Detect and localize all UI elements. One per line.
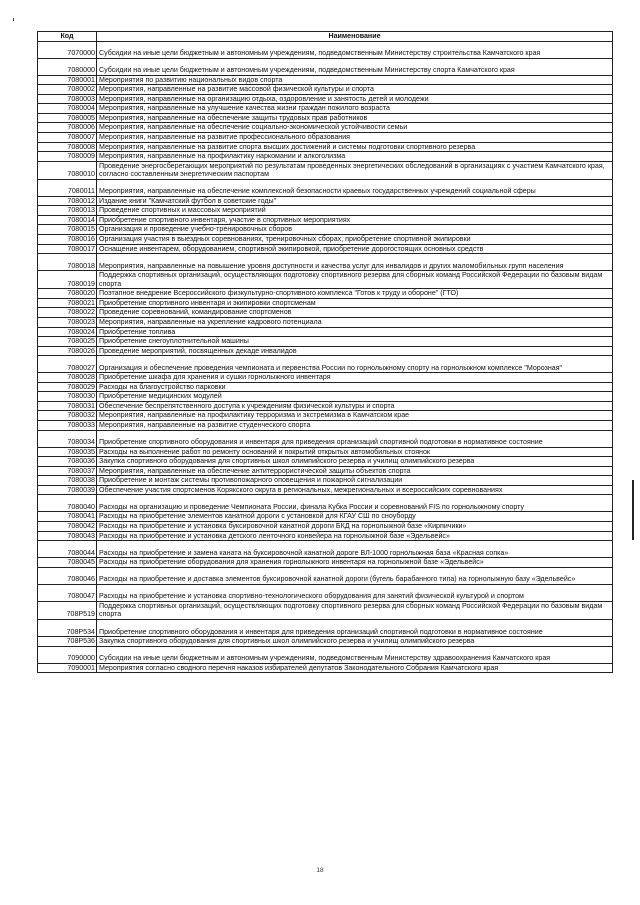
table-row	[38, 447, 613, 457]
row-code: 7080011	[38, 179, 97, 196]
table-row	[38, 466, 613, 476]
row-code: 7080026	[38, 346, 97, 356]
row-name: Обеспечение участия спортсменов Корякского округа в региональных, межрегиональных и всероссийских соревнованиях	[97, 485, 613, 495]
table-row	[38, 327, 613, 337]
table-row	[38, 113, 613, 123]
table-row	[38, 392, 613, 402]
row-code: 7080042	[38, 521, 97, 531]
table-row	[38, 558, 613, 568]
row-code: 7080016	[38, 235, 97, 245]
row-name: Приобретение спортивного оборудования и инвентаря для приведения организаций спортивной подготовки в нормативное состояние	[97, 430, 613, 447]
row-code: 7080027	[38, 356, 97, 373]
table-row	[38, 531, 613, 541]
row-name: Расходы на организацию и проведение Чемпионата России, финала Кубка России и соревнований FIS по горнолыжному спорту	[97, 495, 613, 512]
row-name: Расходы на приобретение и установка буксировочной канатной дороги БКД на горнолыжной базе «Кирпичики»	[97, 521, 613, 531]
row-code: 7080008	[38, 142, 97, 152]
row-name: Мероприятия, направленные на развитие студенческого спорта	[97, 420, 613, 430]
table-row	[38, 152, 613, 162]
code-table	[37, 31, 613, 673]
row-code: 7080034	[38, 430, 97, 447]
table-row	[38, 133, 613, 143]
row-code: 7080045	[38, 558, 97, 568]
row-code: 7080019	[38, 271, 97, 289]
row-code: 7080012	[38, 196, 97, 206]
row-code: 7080007	[38, 133, 97, 143]
row-code: 7080015	[38, 225, 97, 235]
table-row	[38, 541, 613, 558]
page-number: 18	[316, 867, 324, 874]
table-row	[38, 420, 613, 430]
scan-edge-mark	[632, 480, 634, 540]
row-name: Проведение энергосберегающих мероприятий по результатам проведенных энергетических обследований в организациях с участием Камчатского края, согласно составленным энергетическим паспортам	[97, 161, 613, 179]
table-row	[38, 225, 613, 235]
table-row	[38, 85, 613, 95]
table-row	[38, 512, 613, 522]
row-name: Мероприятия, направленные на улучшение качества жизни граждан пожилого возраста	[97, 104, 613, 114]
row-code: 7080041	[38, 512, 97, 522]
table-row	[38, 382, 613, 392]
row-name: Проведение соревнований, командирование спортсменов	[97, 308, 613, 318]
row-name: Поддержка спортивных организаций, осуществляющих подготовку спортивного резерва для сборных команд Российской Федерации по базовым видам спорта	[97, 601, 613, 619]
row-name: Организация и обеспечение проведения чемпионата и первенства России по горнолыжному спорту на горнолыжном комплексе "Морозная"	[97, 356, 613, 373]
row-name: Закупка спортивного оборудования для спортивных школ олимпийского резерва и училищ олимпийского резерва	[97, 457, 613, 467]
row-name: Мероприятия, направленные на обеспечение комплексной безопасности краевых государственных учреждений социальной сферы	[97, 179, 613, 196]
row-code: 7080010	[38, 161, 97, 179]
table-row	[38, 308, 613, 318]
table-row	[38, 161, 613, 179]
row-name: Мероприятия, направленные на обеспечение социально-экономической устойчивости семьи	[97, 123, 613, 133]
row-code: 7080022	[38, 308, 97, 318]
row-name: Поддержка спортивных организаций, осуществляющих подготовку спортивного резерва для сборных команд Российской Федерации по базовым видам спорта	[97, 271, 613, 289]
row-name: Мероприятия, направленные на организацию отдыха, оздоровление и занятость детей и молодежи	[97, 94, 613, 104]
table-row	[38, 254, 613, 271]
row-name: Расходы на выполнение работ по ремонту оснований и покрытий открытых автомобильных стоянок	[97, 447, 613, 457]
table-row	[38, 289, 613, 299]
table-row	[38, 142, 613, 152]
row-name: Мероприятия, направленные на профилактику наркомании и алкоголизма	[97, 152, 613, 162]
row-name: Расходы на приобретение и установка спортивно-технологического оборудования для занятий физической культурой и спортом	[97, 584, 613, 601]
table-row	[38, 646, 613, 663]
table-row	[38, 317, 613, 327]
row-name: Приобретение топлива	[97, 327, 613, 337]
row-name: Проведение мероприятий, посвященных декаде инвалидов	[97, 346, 613, 356]
row-code: 7080009	[38, 152, 97, 162]
table-row	[38, 215, 613, 225]
table-row	[38, 495, 613, 512]
row-name: Организация участия в выездных соревнованиях, тренировочных сборах, приобретение спортивной экипировки	[97, 235, 613, 245]
table-body	[38, 41, 613, 673]
row-code: 7080043	[38, 531, 97, 541]
row-name: Оснащение инвентарем, оборудованием, спортивной экипировкой, приобретение дорогостоящих основных средств	[97, 244, 613, 254]
table-row	[38, 196, 613, 206]
table-row	[38, 104, 613, 114]
table-row	[38, 346, 613, 356]
table-row	[38, 521, 613, 531]
row-code: 7080020	[38, 289, 97, 299]
row-name: Обеспечение беспрепятственного доступа к учреждениям физической культуры и спорта	[97, 401, 613, 411]
table-row	[38, 485, 613, 495]
table-row	[38, 356, 613, 373]
table-row	[38, 75, 613, 85]
row-code: 7090001	[38, 663, 97, 673]
row-name: Мероприятия согласно сводного перечня наказов избирателей депутатов Законодательного Собрания Камчатского края	[97, 663, 613, 673]
row-name: Поэтапное внедрение Всероссийского физкультурно-спортивного комплекса "Готов к труду и обороне" (ГТО)	[97, 289, 613, 299]
table-row	[38, 401, 613, 411]
table-row	[38, 206, 613, 216]
row-name: Издание книги "Камчатский футбол в советские годы"	[97, 196, 613, 206]
table-row	[38, 620, 613, 637]
row-code: 7080003	[38, 94, 97, 104]
row-name: Мероприятия, направленные на развитие массовой физической культуры и спорта	[97, 85, 613, 95]
table-row	[38, 476, 613, 486]
table-row	[38, 271, 613, 289]
row-name: Мероприятия, направленные на развитие профессионального образования	[97, 133, 613, 143]
header-name: Наименование	[97, 32, 613, 42]
row-name: Мероприятия по развитию национальных видов спорта	[97, 75, 613, 85]
table-row	[38, 179, 613, 196]
row-name: Приобретение и монтаж системы противопожарного оповещения и пожарной сигнализации	[97, 476, 613, 486]
row-code: 7080046	[38, 567, 97, 584]
table-row	[38, 637, 613, 647]
row-name: Приобретение спортивного инвентаря и экипировки спортсменам	[97, 298, 613, 308]
table-header-row	[38, 32, 613, 42]
row-code: 7080028	[38, 373, 97, 383]
table-row	[38, 567, 613, 584]
row-name: Организация и проведение учебно-тренировочных сборов	[97, 225, 613, 235]
row-code: 7080035	[38, 447, 97, 457]
row-name: Расходы на приобретение и доставка элементов буксировочной канатной дороги (бугель барабанного типа) на горнолыжную базу «Эдельвейс»	[97, 567, 613, 584]
header-code: Код	[38, 32, 97, 42]
row-name: Мероприятия, направленные на профилактику терроризма и экстремизма в Камчатском крае	[97, 411, 613, 421]
row-code: 708P534	[38, 620, 97, 637]
row-name: Мероприятия, направленные на развитие спорта высших достижений и системы подготовки спортивного резерва	[97, 142, 613, 152]
row-name: Приобретение медицинских модулей	[97, 392, 613, 402]
row-code: 708P519	[38, 601, 97, 619]
row-name: Субсидии на иные цели бюджетным и автономным учреждениям, подведомственным Министерству здравоохранения Камчатского края	[97, 646, 613, 663]
table-row	[38, 337, 613, 347]
row-code: 7080030	[38, 392, 97, 402]
row-code: 7080029	[38, 382, 97, 392]
row-code: 7080025	[38, 337, 97, 347]
row-name: Расходы на благоустройство парковки	[97, 382, 613, 392]
table-row	[38, 41, 613, 58]
row-code: 7080005	[38, 113, 97, 123]
table-row	[38, 58, 613, 75]
row-code: 7080031	[38, 401, 97, 411]
row-code: 7080039	[38, 485, 97, 495]
row-name: Приобретение спортивного инвентаря, участие в спортивных мероприятиях	[97, 215, 613, 225]
table-row	[38, 411, 613, 421]
row-name: Мероприятия, направленные на повышение уровня доступности и качества услуг для инвалидов и других маломобильных групп населения	[97, 254, 613, 271]
row-code: 7080044	[38, 541, 97, 558]
row-code: 7080006	[38, 123, 97, 133]
row-code: 7080002	[38, 85, 97, 95]
row-name: Расходы на приобретение и установка детского ленточного конвейера на горнолыжной базе «Эдельвейс»	[97, 531, 613, 541]
row-name: Мероприятия, направленные на обеспечение антитеррористической защиты объектов спорта	[97, 466, 613, 476]
table-row	[38, 235, 613, 245]
row-code: 7080013	[38, 206, 97, 216]
row-code: 708P536	[38, 637, 97, 647]
row-code: 7080014	[38, 215, 97, 225]
row-code: 7080036	[38, 457, 97, 467]
row-code: 7080001	[38, 75, 97, 85]
row-code: 7080004	[38, 104, 97, 114]
row-name: Приобретение снегоуплотнительной машины	[97, 337, 613, 347]
row-code: 7080047	[38, 584, 97, 601]
table-row	[38, 457, 613, 467]
table-row	[38, 298, 613, 308]
row-code: 7070000	[38, 41, 97, 58]
table-row	[38, 373, 613, 383]
row-code: 7080040	[38, 495, 97, 512]
row-code: 7080033	[38, 420, 97, 430]
row-code: 7080032	[38, 411, 97, 421]
row-name: Закупка спортивного оборудования для спортивных школ олимпийского резерва и училищ олимпийского резерва	[97, 637, 613, 647]
table-row	[38, 584, 613, 601]
table-row	[38, 430, 613, 447]
row-code: 7080000	[38, 58, 97, 75]
row-code: 7080017	[38, 244, 97, 254]
row-code: 7080018	[38, 254, 97, 271]
row-name: Расходы на приобретение и замена каната на буксировочной канатной дороге ВЛ-1000 горнолыжная база «Красная сопка»	[97, 541, 613, 558]
row-name: Проведение спортивных и массовых мероприятий	[97, 206, 613, 216]
row-name: Субсидии на иные цели бюджетным и автономным учреждениям, подведомственным Министерству спорта Камчатского края	[97, 58, 613, 75]
row-code: 7080038	[38, 476, 97, 486]
row-code: 7080024	[38, 327, 97, 337]
row-name: Мероприятия, направленные на укрепление кадрового потенциала	[97, 317, 613, 327]
table-row	[38, 244, 613, 254]
row-name: Мероприятия, направленные на обеспечение защиты трудовых прав работников	[97, 113, 613, 123]
table-row	[38, 601, 613, 619]
row-name: Субсидии на иные цели бюджетным и автономным учреждениям, подведомственным Министерству строительства Камчатского края	[97, 41, 613, 58]
row-code: 7090000	[38, 646, 97, 663]
row-name: Приобретение шкафа для хранения и сушки горнолыжного инвентаря	[97, 373, 613, 383]
row-code: 7080023	[38, 317, 97, 327]
table-row	[38, 663, 613, 673]
scan-speck	[13, 18, 14, 21]
row-name: Расходы на приобретение элементов канатной дороги с установкой для КГАУ СШ по сноуборду	[97, 512, 613, 522]
table-row	[38, 94, 613, 104]
row-code: 7080037	[38, 466, 97, 476]
table-row	[38, 123, 613, 133]
row-name: Расходы на приобретение оборудования для хранения горнолыжного инвентаря на горнолыжной базе «Эдельвейс»	[97, 558, 613, 568]
row-code: 7080021	[38, 298, 97, 308]
row-name: Приобретение спортивного оборудования и инвентаря для приведения организаций спортивной подготовки в нормативное состояние	[97, 620, 613, 637]
